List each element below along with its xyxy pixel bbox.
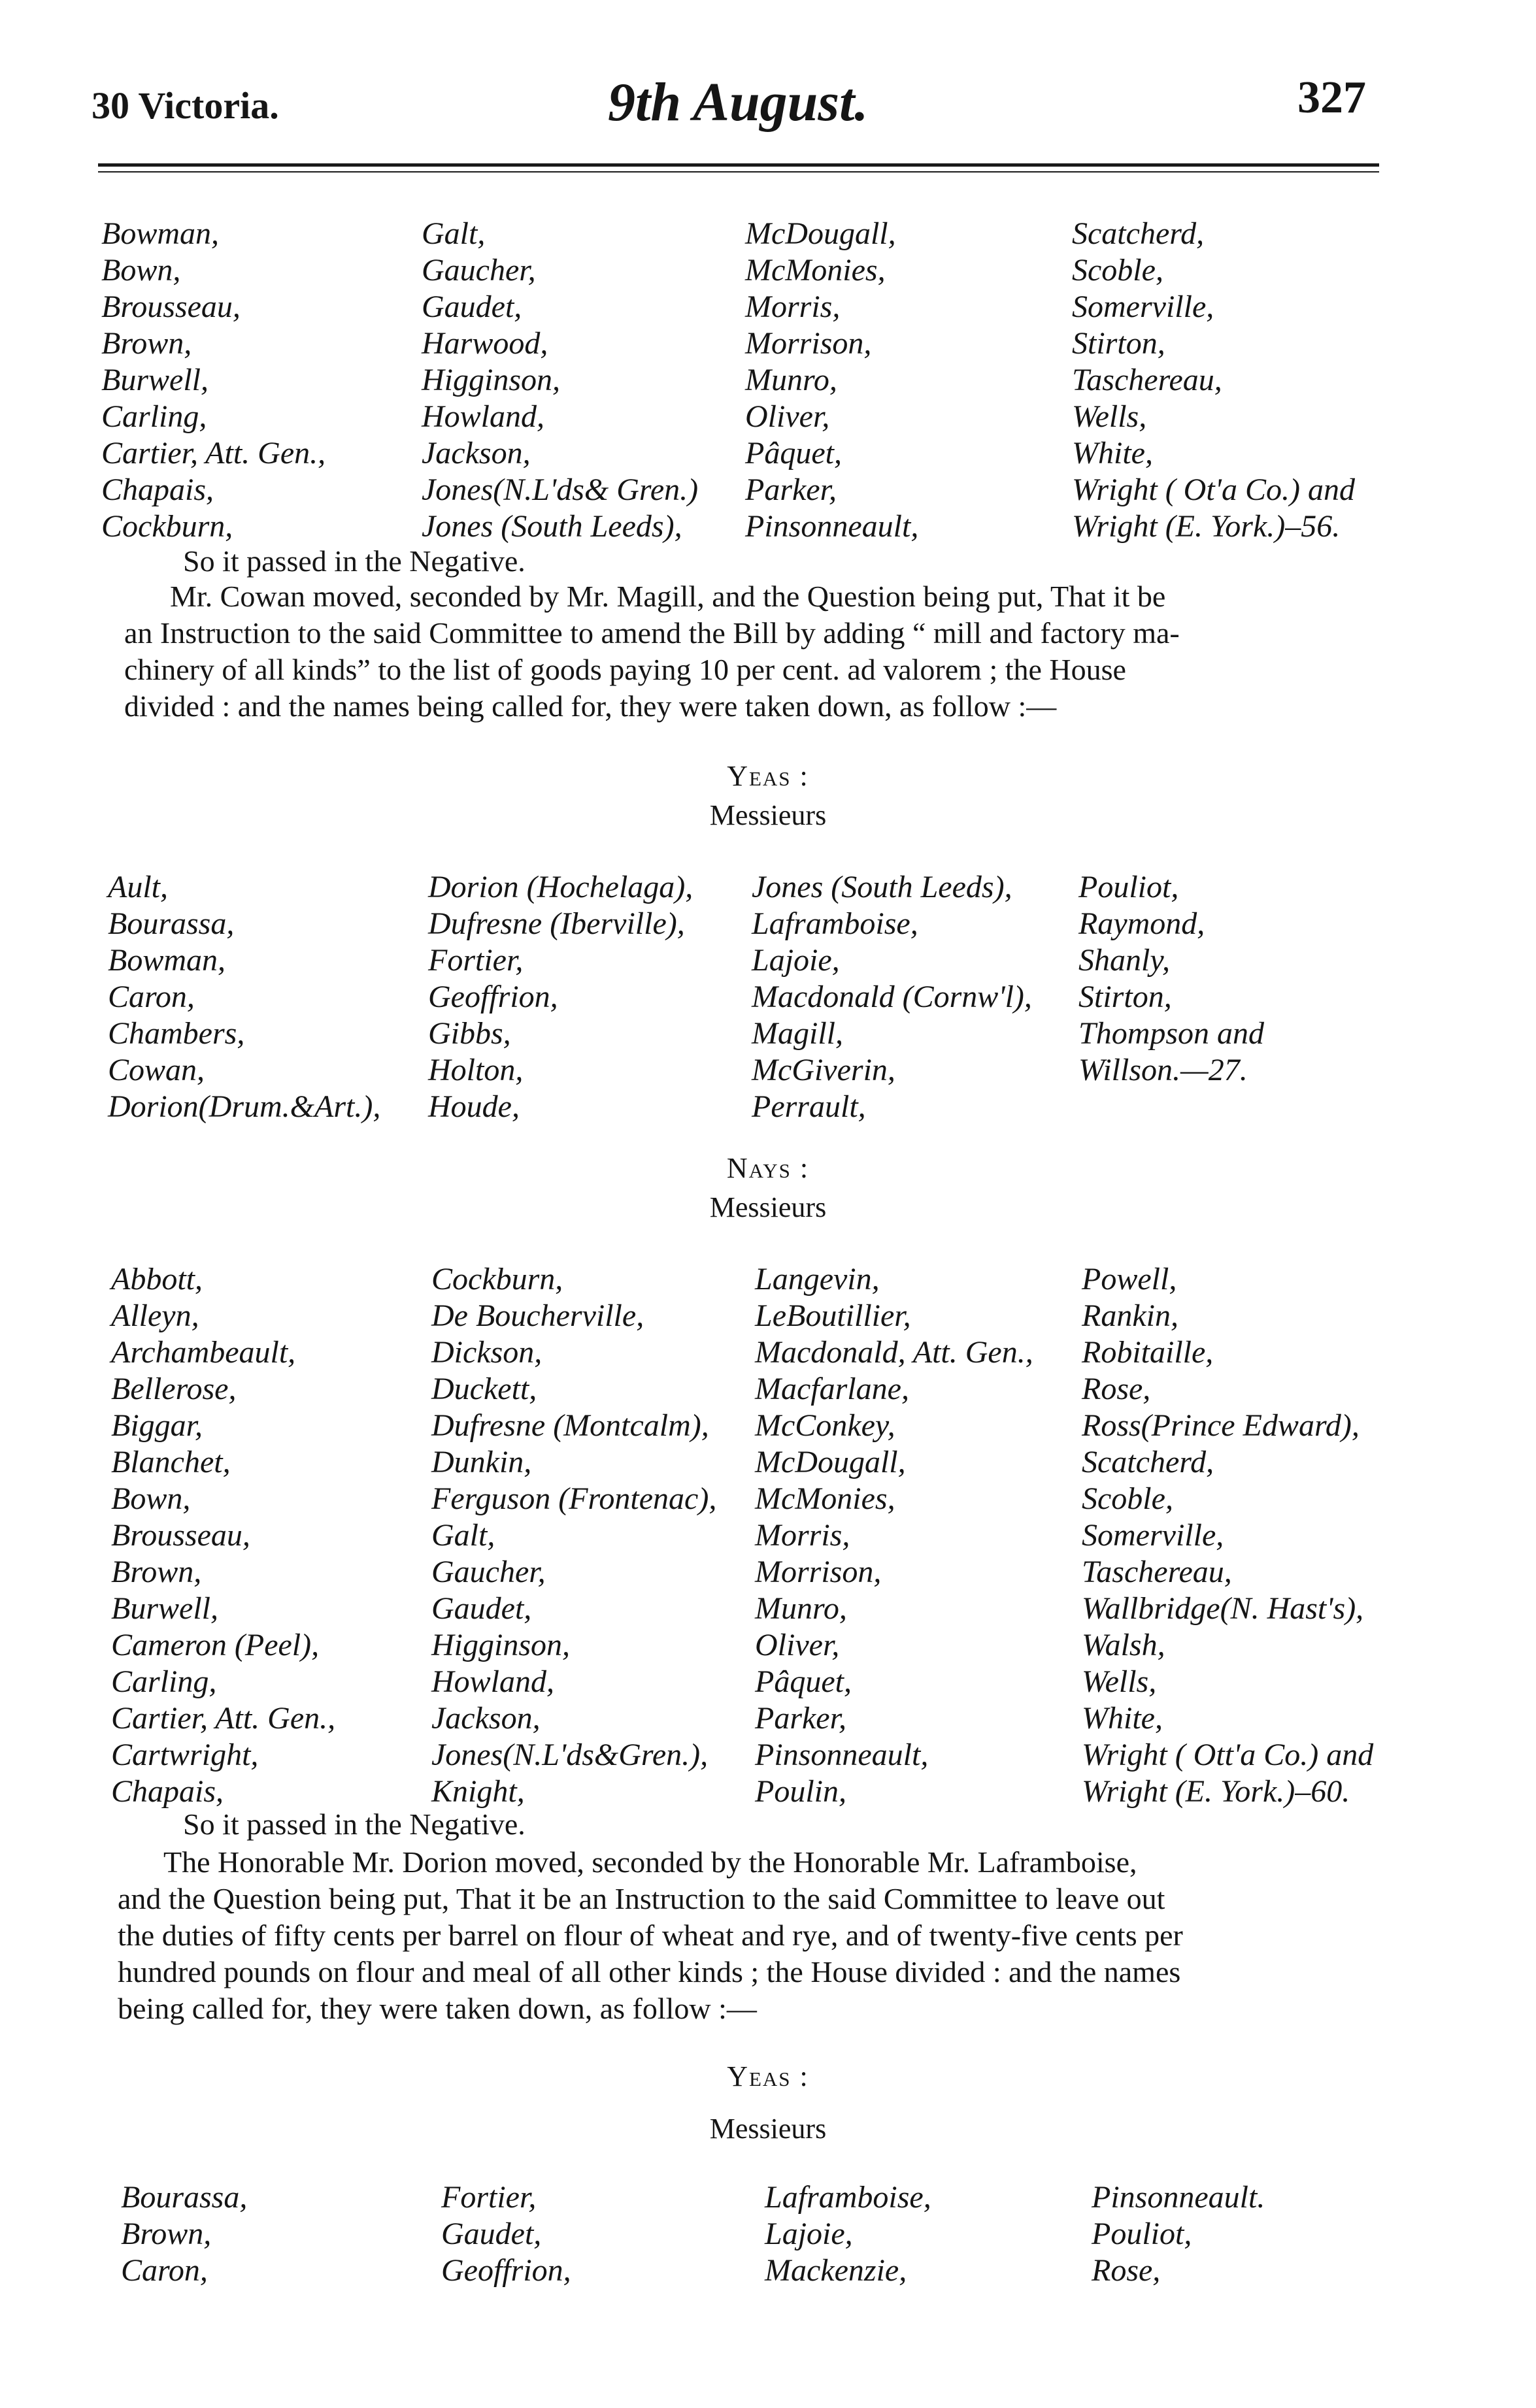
division-list-continued	[98, 216, 1379, 545]
member-name: Taschereau,	[1082, 1555, 1232, 1589]
paragraph-line: an Instruction to the said Committee to amend the Bill by adding “ mill and factory ma-	[124, 616, 1180, 650]
member-name: Bellerose,	[111, 1372, 237, 1406]
member-name: Caron,	[121, 2253, 208, 2288]
member-name: Howland,	[431, 1664, 555, 1699]
name-row	[108, 1664, 1389, 1700]
paragraph-line: divided : and the names being called for, they were taken down, as follow :—	[124, 689, 1057, 723]
member-name: Stirton,	[1072, 326, 1165, 361]
paragraph-line: Mr. Cowan moved, seconded by Mr. Magill, and the Question being put, That it be	[170, 580, 1166, 613]
member-name: Ross(Prince Edward),	[1082, 1408, 1360, 1443]
name-row	[108, 1737, 1389, 1773]
member-name: Laframboise,	[765, 2180, 931, 2215]
member-name: Jones (South Leeds),	[752, 870, 1012, 904]
member-name: Brousseau,	[101, 289, 241, 324]
member-name: Pinsonneault.	[1092, 2180, 1265, 2215]
member-name: Jones(N.L'ds&Gren.),	[431, 1738, 709, 1772]
member-name: Bown,	[101, 253, 181, 288]
member-name: Morrison,	[755, 1555, 882, 1589]
member-name: Scatcherd,	[1082, 1445, 1214, 1479]
member-name: Scoble,	[1072, 253, 1163, 288]
member-name: Powell,	[1082, 1262, 1177, 1296]
member-name: Galt,	[422, 216, 486, 251]
name-row	[108, 1773, 1389, 1810]
member-name: Howland,	[422, 399, 545, 434]
yeas-list	[118, 2179, 1399, 2289]
member-name: Burwell,	[101, 363, 209, 397]
member-name: Brown,	[121, 2217, 212, 2251]
member-name: Magill,	[752, 1016, 843, 1051]
name-row	[105, 1052, 1386, 1089]
paragraph-line: and the Question being put, That it be an Instruction to the said Committee to leave out	[118, 1882, 1165, 1915]
paragraph-line: chinery of all kinds” to the list of goods paying 10 per cent. ad valorem ; the House	[124, 653, 1126, 686]
name-row	[108, 1371, 1389, 1408]
member-name: Cowan,	[108, 1053, 205, 1087]
name-row	[118, 2179, 1399, 2216]
member-name: Pinsonneault,	[755, 1738, 929, 1772]
yeas-heading: Yeas :	[727, 2060, 809, 2092]
member-name: Bourassa,	[108, 906, 235, 941]
member-name: Macdonald (Cornw'l),	[752, 980, 1032, 1014]
member-name: Raymond,	[1078, 906, 1205, 941]
member-name: Harwood,	[422, 326, 548, 361]
member-name: Dickson,	[431, 1335, 543, 1370]
name-row	[108, 1408, 1389, 1444]
member-name: Dunkin,	[431, 1445, 532, 1479]
header-rule-thin	[98, 171, 1379, 173]
member-name: Gaucher,	[431, 1555, 546, 1589]
name-row	[98, 325, 1379, 362]
member-name: Langevin,	[755, 1262, 880, 1296]
member-name: Rankin,	[1082, 1298, 1178, 1333]
member-name: Parker,	[755, 1701, 846, 1736]
member-name: Macdonald, Att. Gen.,	[755, 1335, 1033, 1370]
name-row	[108, 1261, 1389, 1298]
name-row	[108, 1444, 1389, 1481]
yeas-heading: Yeas :	[727, 760, 809, 792]
nays-list	[108, 1261, 1389, 1810]
member-name: Morris,	[745, 289, 841, 324]
member-name: Gaucher,	[422, 253, 536, 288]
member-name: Poulin,	[755, 1774, 846, 1809]
member-name: Cockburn,	[431, 1262, 563, 1296]
member-name: Pâquet,	[755, 1664, 852, 1699]
name-row	[108, 1517, 1389, 1554]
member-name: Pâquet,	[745, 436, 842, 470]
member-name: McConkey,	[755, 1408, 895, 1443]
member-name: Pouliot,	[1092, 2217, 1192, 2251]
member-name: Bowman,	[108, 943, 225, 978]
member-name: Cockburn,	[101, 509, 233, 544]
member-name: Bown,	[111, 1481, 191, 1516]
member-name: Shanly,	[1078, 943, 1170, 978]
member-name: Wallbridge(N. Hast's),	[1082, 1591, 1364, 1626]
member-name: Willson.—27.	[1078, 1053, 1248, 1087]
name-row	[98, 472, 1379, 508]
member-name: Jones (South Leeds),	[422, 509, 682, 544]
member-name: Scatcherd,	[1072, 216, 1205, 251]
member-name: Galt,	[431, 1518, 495, 1553]
member-name: Dufresne (Iberville),	[428, 906, 685, 941]
member-name: Oliver,	[755, 1628, 840, 1662]
name-row	[105, 942, 1386, 979]
member-name: Houde,	[428, 1089, 520, 1124]
paragraph-line: The Honorable Mr. Dorion moved, seconded by the Honorable Mr. Laframboise,	[163, 1845, 1137, 1879]
member-name: Morrison,	[745, 326, 872, 361]
member-name: Stirton,	[1078, 980, 1172, 1014]
member-name: Cartier, Att. Gen.,	[101, 436, 326, 470]
member-name: Bowman,	[101, 216, 219, 251]
division-result: So it passed in the Negative.	[183, 1807, 526, 1841]
member-name: Somerville,	[1072, 289, 1214, 324]
member-name: Oliver,	[745, 399, 830, 434]
member-name: Brown,	[101, 326, 192, 361]
page-number: 327	[1297, 73, 1366, 123]
member-name: Wright (E. York.)–60.	[1082, 1774, 1350, 1809]
member-name: Gaudet,	[431, 1591, 532, 1626]
member-name: Mackenzie,	[765, 2253, 907, 2288]
member-name: Chambers,	[108, 1016, 245, 1051]
member-name: Gaudet,	[422, 289, 522, 324]
member-name: Knight,	[431, 1774, 525, 1809]
member-name: LeBoutillier,	[755, 1298, 911, 1333]
member-name: Morris,	[755, 1518, 850, 1553]
member-name: Fortier,	[428, 943, 524, 978]
member-name: Gaudet,	[441, 2217, 542, 2251]
member-name: Gibbs,	[428, 1016, 511, 1051]
member-name: Bourassa,	[121, 2180, 248, 2215]
name-row	[105, 1089, 1386, 1125]
member-name: Burwell,	[111, 1591, 218, 1626]
member-name: Taschereau,	[1072, 363, 1222, 397]
member-name: Pouliot,	[1078, 870, 1179, 904]
member-name: McDougall,	[755, 1445, 906, 1479]
member-name: Wells,	[1072, 399, 1147, 434]
messieurs-label: Messieurs	[709, 2113, 827, 2145]
member-name: Walsh,	[1082, 1628, 1165, 1662]
member-name: Geoffrion,	[441, 2253, 571, 2288]
name-row	[98, 362, 1379, 399]
member-name: Dorion(Drum.&Art.),	[108, 1089, 381, 1124]
member-name: Ferguson (Frontenac),	[431, 1481, 717, 1516]
name-row	[108, 1627, 1389, 1664]
member-name: Jones(N.L'ds& Gren.)	[422, 472, 699, 507]
member-name: De Boucherville,	[431, 1298, 644, 1333]
member-name: White,	[1072, 436, 1153, 470]
member-name: Lajoie,	[752, 943, 840, 978]
member-name: Fortier,	[441, 2180, 537, 2215]
member-name: Perrault,	[752, 1089, 866, 1124]
member-name: Pinsonneault,	[745, 509, 919, 544]
member-name: Cameron (Peel),	[111, 1628, 320, 1662]
running-head-session: 30 Victoria.	[92, 84, 279, 127]
member-name: White,	[1082, 1701, 1163, 1736]
member-name: Rose,	[1082, 1372, 1151, 1406]
motion-paragraph-cowan	[124, 578, 1399, 725]
member-name: Robitaille,	[1082, 1335, 1214, 1370]
member-name: Biggar,	[111, 1408, 203, 1443]
name-row	[108, 1481, 1389, 1517]
member-name: Carling,	[101, 399, 207, 434]
member-name: Cartier, Att. Gen.,	[111, 1701, 336, 1736]
division-result: So it passed in the Negative.	[183, 544, 526, 578]
member-name: Wells,	[1082, 1664, 1157, 1699]
name-row	[105, 979, 1386, 1015]
name-row	[108, 1554, 1389, 1591]
member-name: Lajoie,	[765, 2217, 853, 2251]
member-name: Wright ( Ott'a Co.) and	[1082, 1738, 1374, 1772]
name-row	[98, 508, 1379, 545]
member-name: Brousseau,	[111, 1518, 250, 1553]
member-name: Carling,	[111, 1664, 217, 1699]
member-name: Wright ( Ot'a Co.) and	[1072, 472, 1355, 507]
name-row	[98, 216, 1379, 252]
member-name: Wright (E. York.)–56.	[1072, 509, 1341, 544]
name-row	[118, 2216, 1399, 2252]
member-name: Laframboise,	[752, 906, 918, 941]
member-name: Somerville,	[1082, 1518, 1224, 1553]
name-row	[105, 906, 1386, 942]
member-name: Chapais,	[111, 1774, 224, 1809]
name-row	[108, 1334, 1389, 1371]
motion-paragraph-dorion	[118, 1844, 1392, 2027]
member-name: Archambeault,	[111, 1335, 296, 1370]
messieurs-label: Messieurs	[709, 799, 827, 831]
member-name: Rose,	[1092, 2253, 1161, 2288]
header-rule-thick	[98, 163, 1379, 167]
yeas-list	[105, 869, 1386, 1125]
name-row	[108, 1591, 1389, 1627]
member-name: McMonies,	[745, 253, 886, 288]
name-row	[118, 2252, 1399, 2289]
name-row	[105, 1015, 1386, 1052]
paragraph-line: being called for, they were taken down, as follow :—	[118, 1992, 757, 2025]
member-name: Caron,	[108, 980, 195, 1014]
member-name: McDougall,	[745, 216, 896, 251]
member-name: Dufresne (Montcalm),	[431, 1408, 709, 1443]
name-row	[108, 1298, 1389, 1334]
running-head-date: 9th August.	[608, 72, 869, 133]
paragraph-line: the duties of fifty cents per barrel on flour of wheat and rye, and of twenty-five cents per	[118, 1919, 1183, 1952]
member-name: Jackson,	[431, 1701, 541, 1736]
name-row	[108, 1700, 1389, 1737]
name-row	[98, 435, 1379, 472]
member-name: Parker,	[745, 472, 837, 507]
name-row	[98, 289, 1379, 325]
member-name: Cartwright,	[111, 1738, 259, 1772]
member-name: Blanchet,	[111, 1445, 231, 1479]
messieurs-label: Messieurs	[709, 1191, 827, 1223]
member-name: Geoffrion,	[428, 980, 558, 1014]
member-name: Thompson and	[1078, 1016, 1265, 1051]
member-name: McGiverin,	[752, 1053, 895, 1087]
member-name: Higginson,	[422, 363, 561, 397]
member-name: Dorion (Hochelaga),	[428, 870, 693, 904]
member-name: Brown,	[111, 1555, 202, 1589]
name-row	[98, 399, 1379, 435]
member-name: Jackson,	[422, 436, 531, 470]
member-name: Munro,	[745, 363, 837, 397]
member-name: Macfarlane,	[755, 1372, 909, 1406]
member-name: Abbott,	[111, 1262, 203, 1296]
member-name: Ault,	[108, 870, 168, 904]
member-name: Chapais,	[101, 472, 214, 507]
member-name: McMonies,	[755, 1481, 895, 1516]
nays-heading: Nays :	[726, 1152, 810, 1184]
member-name: Alleyn,	[111, 1298, 199, 1333]
name-row	[105, 869, 1386, 906]
name-row	[98, 252, 1379, 289]
member-name: Holton,	[428, 1053, 524, 1087]
member-name: Duckett,	[431, 1372, 537, 1406]
paragraph-line: hundred pounds on flour and meal of all other kinds ; the House divided : and the names	[118, 1955, 1181, 1988]
member-name: Scoble,	[1082, 1481, 1173, 1516]
member-name: Munro,	[755, 1591, 847, 1626]
member-name: Higginson,	[431, 1628, 571, 1662]
